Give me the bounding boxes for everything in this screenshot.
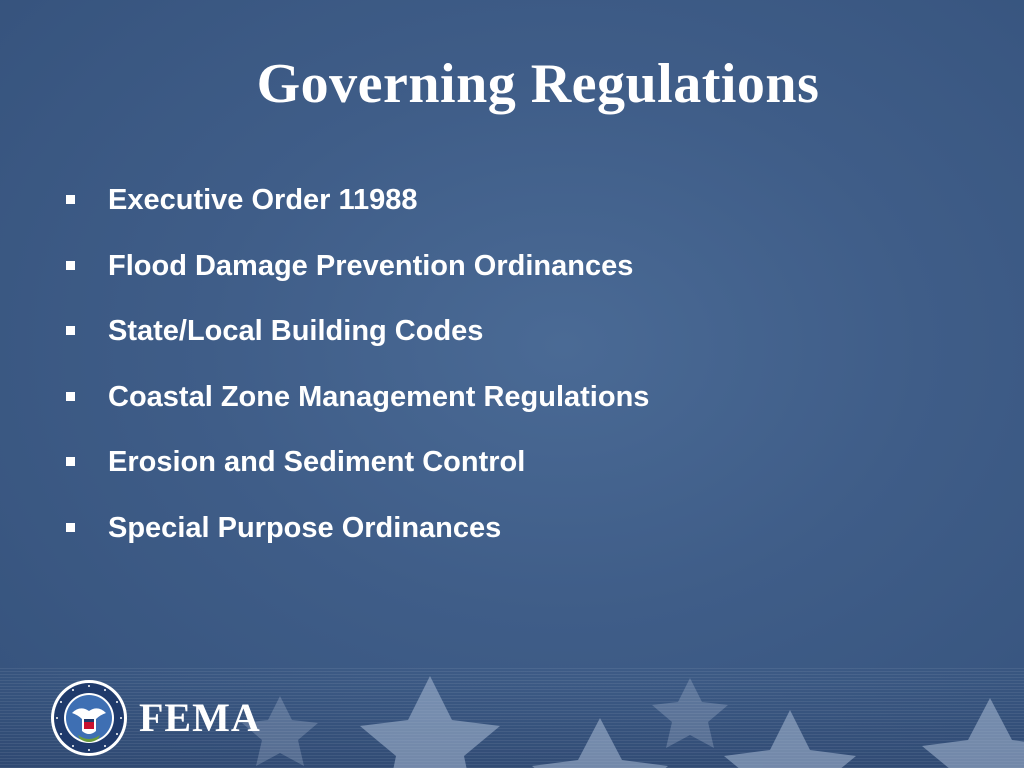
bullet-item bbox=[60, 430, 649, 496]
bullet-text: Special Purpose Ordinances bbox=[108, 511, 502, 544]
bullet-text: Coastal Zone Management Regulations bbox=[108, 380, 650, 413]
bullet-text: Executive Order 11988 bbox=[108, 184, 418, 217]
square-bullet-icon bbox=[66, 261, 75, 270]
square-bullet-icon bbox=[66, 523, 75, 532]
bullet-item bbox=[60, 234, 649, 300]
bullet-item bbox=[60, 299, 649, 365]
bullet-item bbox=[60, 496, 649, 562]
footer-band bbox=[0, 668, 1024, 768]
bullet-text: State/Local Building Codes bbox=[108, 315, 484, 348]
bullet-text: Flood Damage Prevention Ordinances bbox=[108, 249, 634, 282]
square-bullet-icon bbox=[66, 392, 75, 401]
square-bullet-icon bbox=[66, 195, 75, 204]
bullet-item bbox=[60, 168, 649, 234]
square-bullet-icon bbox=[66, 457, 75, 466]
square-bullet-icon bbox=[66, 326, 75, 335]
bullet-list bbox=[60, 168, 649, 561]
bullet-item bbox=[60, 365, 649, 431]
dhs-seal-icon bbox=[50, 679, 128, 757]
slide-title: Governing Regulations bbox=[256, 53, 820, 115]
fema-logo-text: FEMA bbox=[139, 695, 261, 740]
bullet-text: Erosion and Sediment Control bbox=[108, 446, 526, 479]
